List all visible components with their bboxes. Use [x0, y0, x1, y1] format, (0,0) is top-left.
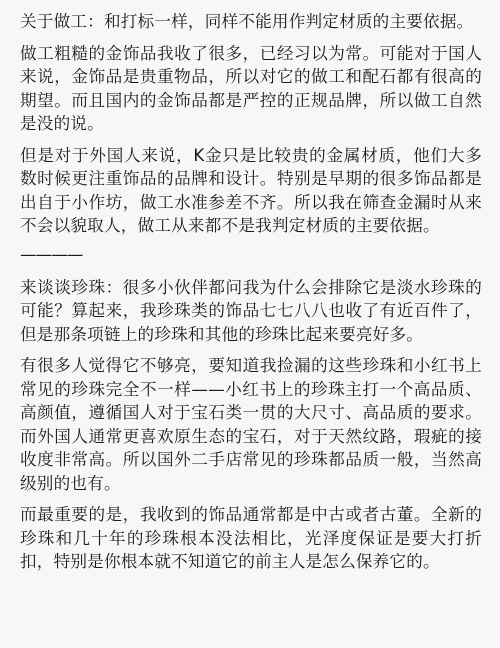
paragraph-pearl-intro: 来谈谈珍珠：很多小伙伴都问我为什么会排除它是淡水珍珠的可能？算起来，我珍珠类的饰品七七八八也收了有近百件了，但是那条项链上的珍珠和其他的珍珠比起来要亮好多。: [20, 277, 482, 344]
paragraph-foreign-view: 但是对于外国人来说，K金只是比较贵的金属材质，他们大多数时候更注重饰品的品牌和设计。特别是早期的很多饰品都是出自于小作坊，做工水准参差不齐。所以我在筛查金漏时从来不会以貌取人，做工从来都不是我判定材质的主要依据。: [20, 145, 482, 235]
section-divider: ————: [20, 244, 83, 264]
paragraph-craftsmanship-intro: 关于做工：和打标一样，同样不能用作判定材质的主要依据。: [20, 12, 474, 31]
paragraph-pearl-quality: 有很多人觉得它不够亮，要知道我捡漏的这些珍珠和小红书上常见的珍珠完全不一样——小红书上的珍珠主打一个高品质、高颜值，遵循国人对于宝石类一贯的大尺寸、高品质的要求。而外国人通常更喜欢原生态的宝石，对于天然纹路，瑕疵的接收度非常高。所以国外二手店常见的珍珠都品质一般，当然高级别的也有。: [20, 356, 482, 493]
paragraph-rough-gold: 做工粗糙的金饰品我收了很多，已经习以为常。可能对于国人来说，金饰品是贵重物品，所以对它的做工和配石都有很高的期望。而且国内的金饰品都是严控的正规品牌，所以做工自然是没的说。: [20, 43, 482, 133]
paragraph-pearl-age: 而最重要的是，我收到的饰品通常都是中古或者古董。全新的珍珠和几十年的珍珠根本没法相比，光泽度保证是要大打折扣，特别是你根本就不知道它的前主人是怎么保养它的。: [20, 505, 482, 571]
